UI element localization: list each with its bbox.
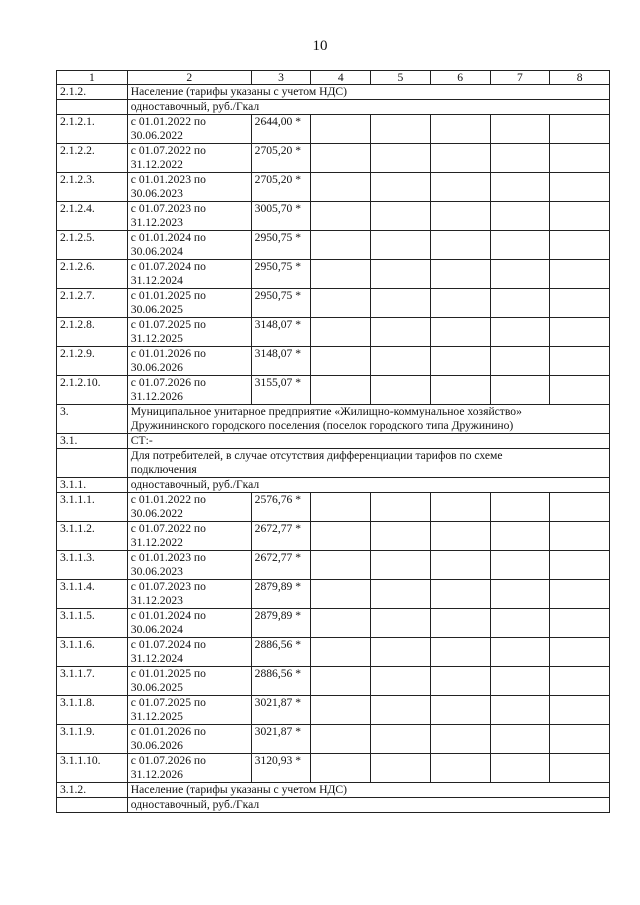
period-line: 31.12.2023 (130, 216, 183, 229)
empty-cell (550, 144, 610, 173)
empty-cell (550, 609, 610, 638)
period-line: 30.06.2023 (130, 565, 183, 578)
row-number: 3.1.1.3. (57, 551, 128, 580)
row-number: 3.1.1.9. (57, 725, 128, 754)
section-title: Население (тарифы указаны с учетом НДС) (127, 85, 609, 100)
empty-cell (490, 725, 550, 754)
empty-cell (490, 347, 550, 376)
empty-cell (490, 376, 550, 405)
tariff-value: 3148,07 * (251, 318, 311, 347)
tariff-row (57, 667, 610, 696)
period-line: с 01.01.2024 по (130, 231, 206, 244)
tariff-table (56, 70, 610, 813)
period-line: 30.06.2022 (130, 129, 183, 142)
period-line: 30.06.2026 (130, 739, 183, 752)
empty-cell (550, 289, 610, 318)
period-line: с 01.01.2025 по (130, 667, 206, 680)
tariff-row (57, 202, 610, 231)
empty-cell (490, 667, 550, 696)
note-row (57, 449, 610, 478)
empty-cell (371, 725, 431, 754)
row-number: 3.1.1. (57, 478, 128, 493)
row-number: 2.1.2.5. (57, 231, 128, 260)
period-line: 31.12.2023 (130, 594, 183, 607)
empty-cell (550, 231, 610, 260)
empty-cell (550, 260, 610, 289)
empty-cell (490, 522, 550, 551)
empty-cell (371, 231, 431, 260)
period-line: 30.06.2026 (130, 361, 183, 374)
tariff-value: 2950,75 * (251, 260, 311, 289)
period-line: с 01.07.2022 по (130, 144, 206, 157)
period-cell (127, 638, 251, 667)
empty-cell (550, 638, 610, 667)
period-cell (127, 260, 251, 289)
empty-cell (430, 376, 490, 405)
empty-cell (371, 318, 431, 347)
period-line: с 01.07.2026 по (130, 754, 206, 767)
empty-cell (311, 609, 371, 638)
period-line: с 01.01.2022 по (130, 115, 206, 128)
empty-cell (550, 667, 610, 696)
empty-cell (311, 522, 371, 551)
empty-cell (430, 696, 490, 725)
period-line: 30.06.2023 (130, 187, 183, 200)
row-number: 2.1.2.10. (57, 376, 128, 405)
empty-cell (490, 493, 550, 522)
period-line: с 01.07.2025 по (130, 696, 206, 709)
tariff-value: 2644,00 * (251, 115, 311, 144)
empty-cell (311, 638, 371, 667)
column-header: 3 (251, 71, 311, 85)
tariff-value: 2576,76 * (251, 493, 311, 522)
row-number: 2.1.2.6. (57, 260, 128, 289)
empty-cell (550, 115, 610, 144)
empty-cell (550, 725, 610, 754)
row-number: 3.1.1.10. (57, 754, 128, 783)
tariff-row (57, 696, 610, 725)
row-number: 3.1.1.2. (57, 522, 128, 551)
row-number: 2.1.2.3. (57, 173, 128, 202)
period-cell (127, 144, 251, 173)
empty-cell (311, 347, 371, 376)
row-number: 3.1.1.7. (57, 667, 128, 696)
period-line: с 01.01.2026 по (130, 725, 206, 738)
empty-cell (311, 231, 371, 260)
column-header: 6 (430, 71, 490, 85)
tariff-value: 2879,89 * (251, 580, 311, 609)
empty-cell (490, 551, 550, 580)
empty-cell (371, 347, 431, 376)
period-cell (127, 522, 251, 551)
section-row (57, 478, 610, 493)
empty-cell (550, 202, 610, 231)
empty-cell (430, 231, 490, 260)
section-title: одноставочный, руб./Гкал (127, 478, 609, 493)
tariff-row (57, 231, 610, 260)
empty-cell (57, 449, 128, 478)
row-number: 2.1.2.9. (57, 347, 128, 376)
row-number: 3.1.1.6. (57, 638, 128, 667)
empty-cell (490, 754, 550, 783)
empty-cell (371, 667, 431, 696)
section-title: Население (тарифы указаны с учетом НДС) (127, 783, 609, 798)
empty-cell (371, 754, 431, 783)
row-number: 3.1.1.4. (57, 580, 128, 609)
tariff-row (57, 347, 610, 376)
period-cell (127, 609, 251, 638)
empty-cell (490, 609, 550, 638)
empty-cell (371, 493, 431, 522)
period-cell (127, 580, 251, 609)
row-number: 2.1.2.8. (57, 318, 128, 347)
row-number: 3.1. (57, 434, 128, 449)
empty-cell (430, 115, 490, 144)
tariff-row (57, 522, 610, 551)
period-line: 31.12.2022 (130, 158, 183, 171)
period-cell (127, 318, 251, 347)
tariff-value: 2672,77 * (251, 522, 311, 551)
empty-cell (430, 725, 490, 754)
empty-cell (311, 115, 371, 144)
period-line: с 01.01.2024 по (130, 609, 206, 622)
empty-cell (311, 696, 371, 725)
tariff-value: 2705,20 * (251, 144, 311, 173)
period-line: 30.06.2025 (130, 681, 183, 694)
period-line: 31.12.2025 (130, 332, 183, 345)
empty-cell (550, 376, 610, 405)
period-cell (127, 115, 251, 144)
empty-cell (371, 638, 431, 667)
period-line: с 01.01.2026 по (130, 347, 206, 360)
empty-cell (490, 231, 550, 260)
empty-cell (490, 580, 550, 609)
tariff-value: 3021,87 * (251, 696, 311, 725)
empty-cell (430, 609, 490, 638)
period-cell (127, 376, 251, 405)
empty-cell (371, 202, 431, 231)
tariff-value: 3021,87 * (251, 725, 311, 754)
empty-cell (311, 289, 371, 318)
empty-cell (550, 551, 610, 580)
empty-cell (430, 260, 490, 289)
tariff-row (57, 115, 610, 144)
header-row (57, 71, 610, 85)
empty-cell (430, 638, 490, 667)
period-line: с 01.07.2024 по (130, 638, 206, 651)
period-line: 30.06.2022 (130, 507, 183, 520)
empty-cell (490, 144, 550, 173)
tariff-value: 3155,07 * (251, 376, 311, 405)
period-line: 31.12.2026 (130, 768, 183, 781)
empty-cell (430, 667, 490, 696)
tariff-row (57, 493, 610, 522)
column-header: 8 (550, 71, 610, 85)
empty-cell (371, 144, 431, 173)
empty-cell (550, 580, 610, 609)
tariff-row (57, 754, 610, 783)
period-line: 30.06.2024 (130, 245, 183, 258)
note-text (127, 449, 609, 478)
empty-cell (371, 115, 431, 144)
period-cell (127, 202, 251, 231)
tariff-value: 2705,20 * (251, 173, 311, 202)
empty-cell (371, 609, 431, 638)
period-cell (127, 289, 251, 318)
empty-cell (490, 289, 550, 318)
period-line: 31.12.2024 (130, 652, 183, 665)
text-line: Дружининского городского поселения (поселок городского типа Дружинино) (130, 419, 514, 432)
period-cell (127, 231, 251, 260)
subsection-row (57, 100, 610, 115)
tariff-row (57, 260, 610, 289)
empty-cell (490, 638, 550, 667)
tariff-value: 2886,56 * (251, 638, 311, 667)
section-row (57, 85, 610, 100)
period-line: с 01.07.2025 по (130, 318, 206, 331)
period-line: 31.12.2022 (130, 536, 183, 549)
row-number: 3.1.1.8. (57, 696, 128, 725)
empty-cell (490, 115, 550, 144)
empty-cell (430, 347, 490, 376)
period-line: 31.12.2024 (130, 274, 183, 287)
section-title: СТ:- (127, 434, 609, 449)
subsection-text: одноставочный, руб./Гкал (127, 798, 609, 813)
tariff-value: 2672,77 * (251, 551, 311, 580)
period-line: 30.06.2024 (130, 623, 183, 636)
row-number: 3.1.1.5. (57, 609, 128, 638)
empty-cell (311, 260, 371, 289)
period-line: с 01.07.2022 по (130, 522, 206, 535)
tariff-row (57, 144, 610, 173)
empty-cell (550, 318, 610, 347)
text-line: подключения (130, 463, 197, 476)
empty-cell (311, 725, 371, 754)
period-line: с 01.01.2023 по (130, 551, 206, 564)
period-line: с 01.01.2025 по (130, 289, 206, 302)
empty-cell (550, 754, 610, 783)
empty-cell (57, 798, 128, 813)
column-header: 7 (490, 71, 550, 85)
tariff-value: 3148,07 * (251, 347, 311, 376)
row-number: 3.1.2. (57, 783, 128, 798)
period-line: с 01.01.2022 по (130, 493, 206, 506)
empty-cell (490, 318, 550, 347)
row-number: 3.1.1.1. (57, 493, 128, 522)
empty-cell (430, 318, 490, 347)
period-cell (127, 754, 251, 783)
period-cell (127, 347, 251, 376)
empty-cell (311, 376, 371, 405)
empty-cell (490, 260, 550, 289)
empty-cell (430, 580, 490, 609)
subsection-row (57, 798, 610, 813)
empty-cell (430, 493, 490, 522)
page-number: 10 (312, 38, 328, 54)
tariff-table-body (57, 71, 610, 813)
empty-cell (371, 580, 431, 609)
period-line: с 01.07.2023 по (130, 202, 206, 215)
empty-cell (490, 696, 550, 725)
empty-cell (490, 202, 550, 231)
tariff-row (57, 376, 610, 405)
empty-cell (371, 551, 431, 580)
period-line: 31.12.2026 (130, 390, 183, 403)
empty-cell (490, 173, 550, 202)
empty-cell (371, 260, 431, 289)
empty-cell (430, 754, 490, 783)
section-row (57, 434, 610, 449)
empty-cell (550, 522, 610, 551)
empty-cell (430, 144, 490, 173)
empty-cell (311, 580, 371, 609)
empty-cell (311, 173, 371, 202)
tariff-value: 2950,75 * (251, 231, 311, 260)
tariff-row (57, 725, 610, 754)
tariff-value: 3120,93 * (251, 754, 311, 783)
period-cell (127, 551, 251, 580)
empty-cell (430, 173, 490, 202)
period-line: с 01.07.2026 по (130, 376, 206, 389)
tariff-row (57, 638, 610, 667)
column-header: 4 (311, 71, 371, 85)
tariff-value: 2886,56 * (251, 667, 311, 696)
empty-cell (311, 144, 371, 173)
empty-cell (550, 347, 610, 376)
empty-cell (371, 522, 431, 551)
row-number: 2.1.2. (57, 85, 128, 100)
period-cell (127, 725, 251, 754)
row-number: 2.1.2.7. (57, 289, 128, 318)
text-line: Муниципальное унитарное предприятие «Жилищно-коммунальное хозяйство» (130, 405, 522, 418)
tariff-row (57, 551, 610, 580)
empty-cell (311, 318, 371, 347)
tariff-row (57, 289, 610, 318)
organization-row (57, 405, 610, 434)
column-header: 2 (127, 71, 251, 85)
section-row (57, 783, 610, 798)
period-line: с 01.07.2024 по (130, 260, 206, 273)
tariff-row (57, 318, 610, 347)
empty-cell (371, 289, 431, 318)
row-number: 2.1.2.1. (57, 115, 128, 144)
period-cell (127, 173, 251, 202)
empty-cell (430, 289, 490, 318)
period-line: 30.06.2025 (130, 303, 183, 316)
period-line: с 01.01.2023 по (130, 173, 206, 186)
period-cell (127, 667, 251, 696)
row-number: 3. (57, 405, 128, 434)
empty-cell (550, 493, 610, 522)
period-line: 31.12.2025 (130, 710, 183, 723)
tariff-value: 3005,70 * (251, 202, 311, 231)
empty-cell (311, 551, 371, 580)
row-number: 2.1.2.4. (57, 202, 128, 231)
empty-cell (430, 551, 490, 580)
empty-cell (57, 100, 128, 115)
tariff-value: 2879,89 * (251, 609, 311, 638)
empty-cell (550, 696, 610, 725)
empty-cell (430, 522, 490, 551)
empty-cell (311, 493, 371, 522)
empty-cell (371, 696, 431, 725)
period-cell (127, 493, 251, 522)
tariff-row (57, 580, 610, 609)
column-header: 1 (57, 71, 128, 85)
tariff-row (57, 173, 610, 202)
empty-cell (371, 173, 431, 202)
organization-name (127, 405, 609, 434)
subsection-text: одноставочный, руб./Гкал (127, 100, 609, 115)
period-cell (127, 696, 251, 725)
tariff-value: 2950,75 * (251, 289, 311, 318)
empty-cell (311, 667, 371, 696)
empty-cell (371, 376, 431, 405)
period-line: с 01.07.2023 по (130, 580, 206, 593)
text-line: Для потребителей, в случае отсутствия дифференциации тарифов по схеме (130, 449, 503, 462)
empty-cell (311, 754, 371, 783)
column-header: 5 (371, 71, 431, 85)
row-number: 2.1.2.2. (57, 144, 128, 173)
empty-cell (311, 202, 371, 231)
empty-cell (550, 173, 610, 202)
tariff-row (57, 609, 610, 638)
empty-cell (430, 202, 490, 231)
